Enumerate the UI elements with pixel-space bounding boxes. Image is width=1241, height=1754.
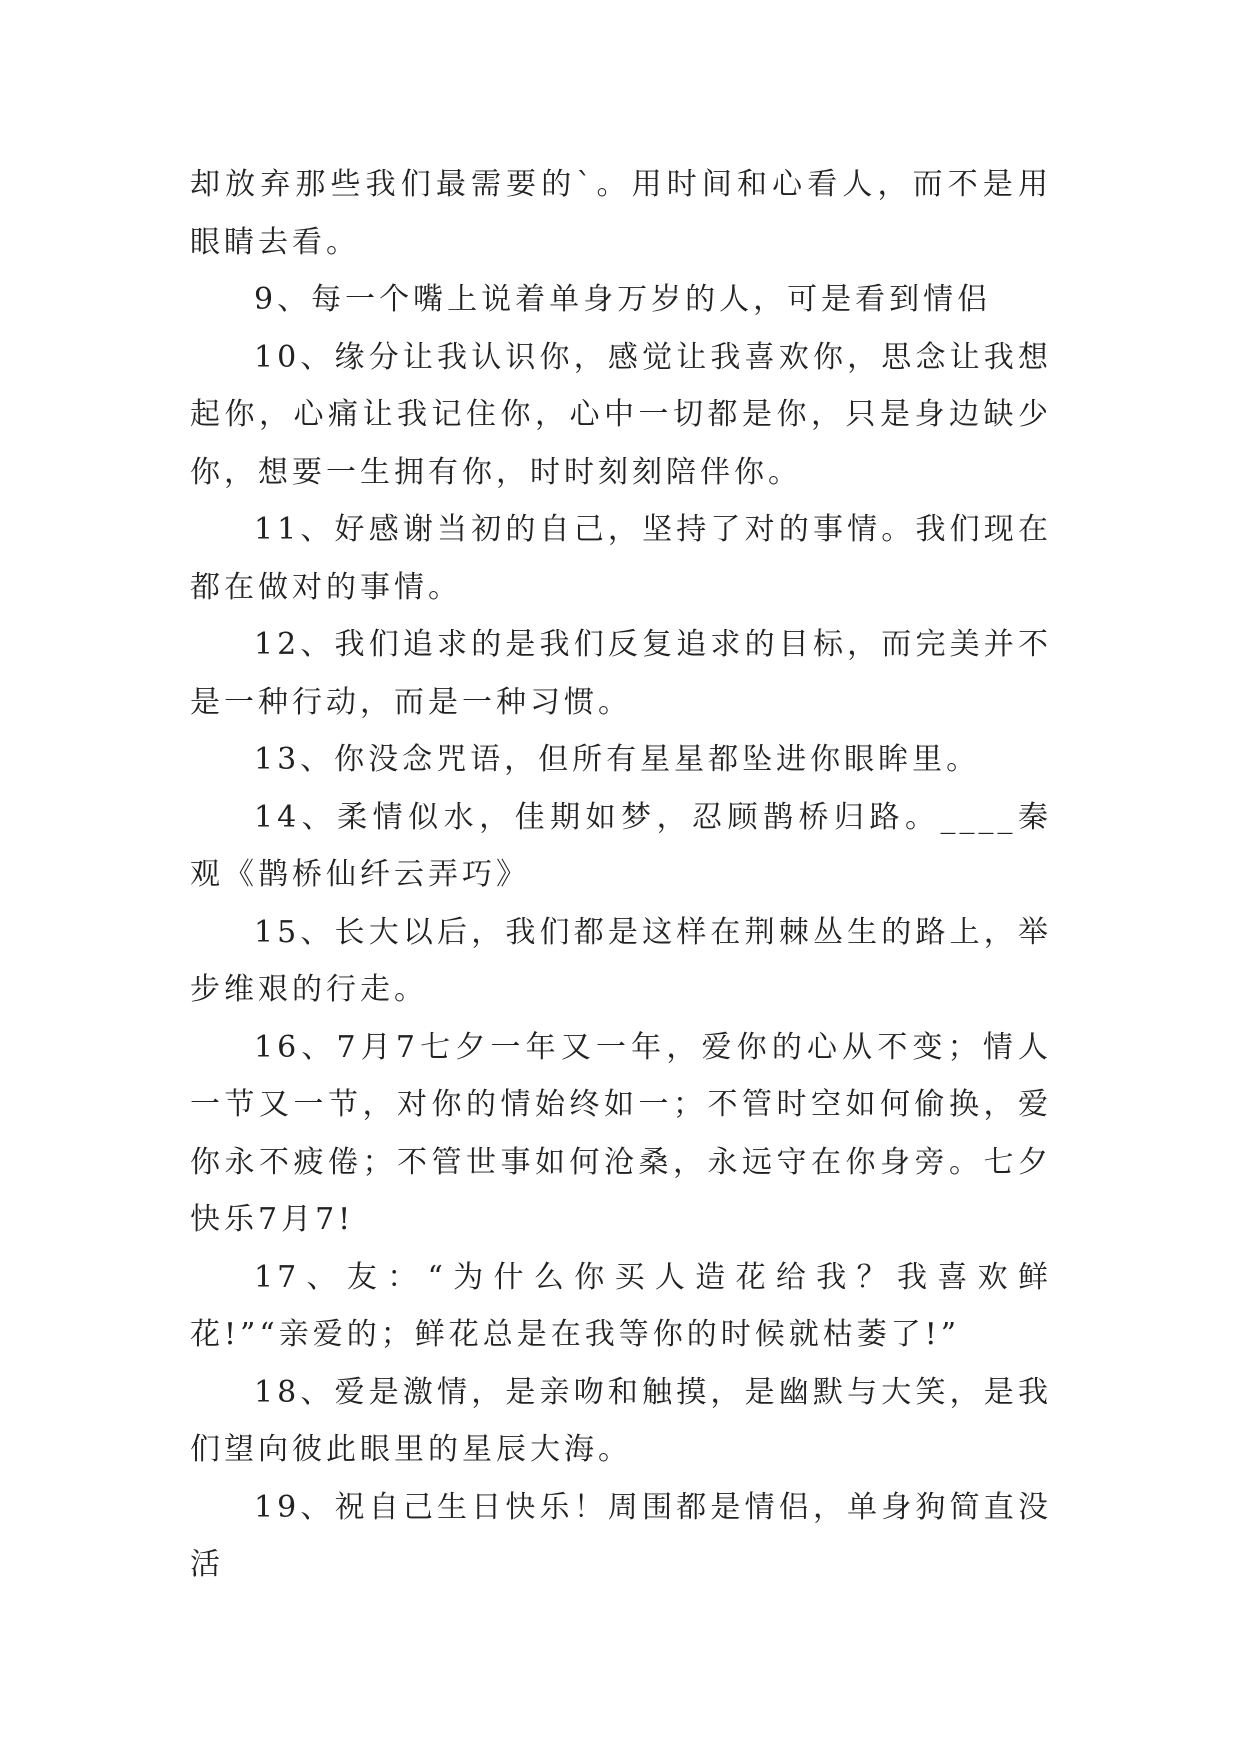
paragraph-item-14: 14、柔情似水，佳期如梦，忍顾鹊桥归路。____秦观《鹊桥仙纤云弄巧》: [190, 799, 1052, 892]
document-body: [190, 156, 1052, 1594]
paragraph-item-12: 12、我们追求的是我们反复追求的目标，而完美并不是一种行动，而是一种习惯。: [190, 627, 1052, 720]
paragraph-item-16: 16、7月7七夕一年又一年，爱你的心从不变；情人一节又一节，对你的情始终如一；不管时空如何偷换，爱你永不疲倦；不管世事如何沧桑，永远守在你身旁。七夕快乐7月7!: [190, 1029, 1052, 1237]
paragraph-item-19: 19、祝自己生日快乐！周围都是情侣，单身狗简直没活: [190, 1489, 1052, 1582]
paragraph-item-11: 11、好感谢当初的自己，坚持了对的事情。我们现在都在做对的事情。: [190, 512, 1052, 605]
paragraph-item-18: 18、爱是激情，是亲吻和触摸，是幽默与大笑，是我们望向彼此眼里的星辰大海。: [190, 1374, 1052, 1467]
paragraph-item-10: 10、缘分让我认识你，感觉让我喜欢你，思念让我想起你，心痛让我记住你，心中一切都是你，只是身边缺少你，想要一生拥有你，时时刻刻陪伴你。: [190, 339, 1052, 490]
paragraph-item-9: 9、每一个嘴上说着单身万岁的人，可是看到情侣: [254, 282, 992, 317]
paragraph-item-17: 17、友：“为什么你买人造花给我？我喜欢鲜花!”“亲爱的；鲜花总是在我等你的时候就枯萎了!”: [190, 1259, 1052, 1352]
paragraph-item-13: 13、你没念咒语，但所有星星都坠进你眼眸里。: [254, 742, 981, 777]
paragraph-item-15: 15、长大以后，我们都是这样在荆棘丛生的路上，举步维艰的行走。: [190, 914, 1052, 1007]
paragraph-continuation: 却放弃那些我们最需要的`。用时间和心看人，而不是用眼睛去看。: [190, 167, 1052, 260]
